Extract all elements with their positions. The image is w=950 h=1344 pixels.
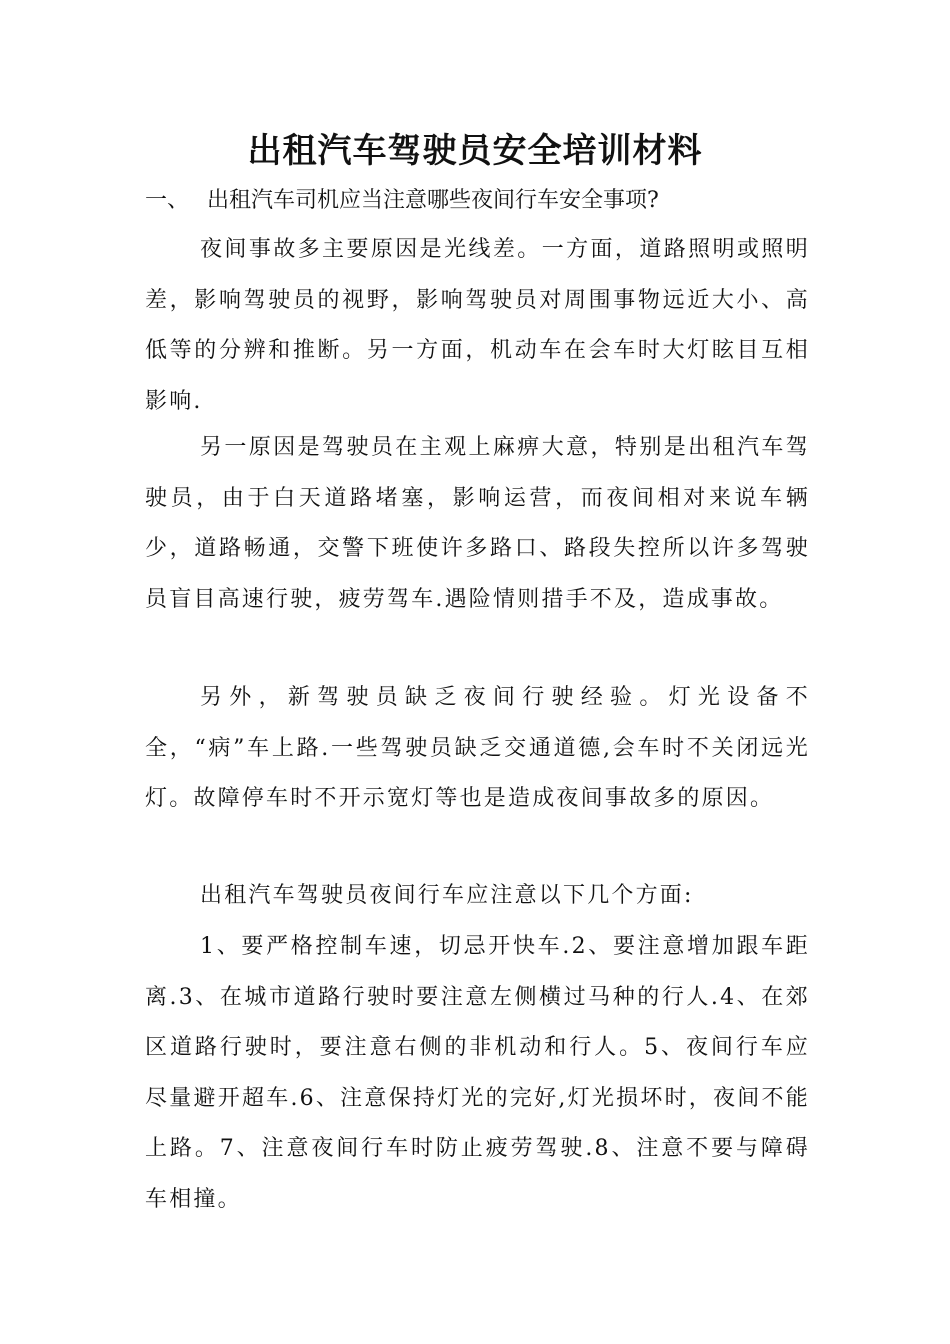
section-heading xyxy=(145,183,825,219)
paragraph: 出租汽车驾驶员夜间行车应注意以下几个方面: xyxy=(200,883,694,908)
paragraph: 另外，新驾驶员缺乏夜间行驶经验。灯光设备不全，“病”车上路.一些驾驶员缺乏交通道德,会车时不关闭远光灯。故障停车时不开示宽灯等也是造成夜间事故多的原因。 xyxy=(145,685,810,811)
paragraph: 1、要严格控制车速，切忌开快车.2、要注意增加跟车距离.3、在城市道路行驶时要注意左侧横过马种的行人.4、在郊区道路行驶时，要注意右侧的非机动和行人。5、夜间行车应尽量避开超车.6、注意保持灯光的完好,灯光损坏时，夜间不能上路。7、注意夜间行车时防止疲劳驾驶.8、注意不要与障碍车相撞。 xyxy=(145,934,810,1212)
document-title: 出租汽车驾驶员安全培训材料 xyxy=(247,131,703,171)
paragraph: 夜间事故多主要原因是光线差。一方面，道路照明或照明差，影响驾驶员的视野，影响驾驶员对周围事物远近大小、高低等的分辨和推断。另一方面，机动车在会车时大灯眩目互相影响. xyxy=(145,237,810,414)
section-number: 一、 xyxy=(145,188,190,213)
section-heading-text: 出租汽车司机应当注意哪些夜间行车安全事项? xyxy=(207,188,659,213)
paragraph: 另一原因是驾驶员在主观上麻痹大意，特别是出租汽车驾驶员，由于白天道路堵塞，影响运营，而夜间相对来说车辆少，道路畅通，交警下班使许多路口、路段失控所以许多驾驶员盲目高速行驶，疲劳驾车.遇险情则措手不及，造成事故。 xyxy=(145,435,810,612)
